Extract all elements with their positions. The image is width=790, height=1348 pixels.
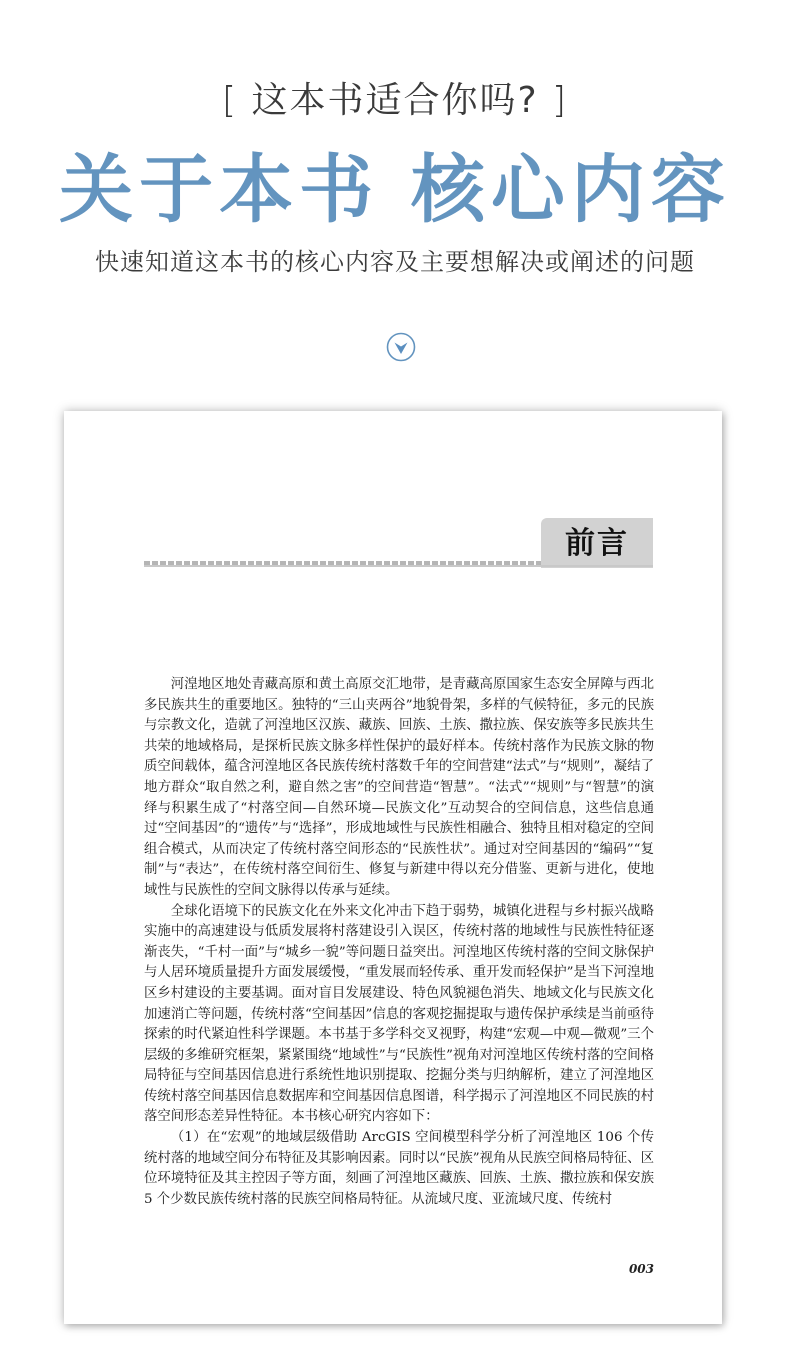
paragraph: 河湟地区地处青藏高原和黄土高原交汇地带，是青藏高原国家生态安全屏障与西北多民族共生的重要地区。独特的“三山夹两谷”地貌骨架，多样的气候特征，多元的民族与宗教文化，造就了河湟地区汉族、藏族、回族、土族、撒拉族、保安族等多民族共生共荣的地域格局，是探析民族文脉多样性保护的最好样本。传统村落作为民族文脉的物质空间载体，蕴含河湟地区各民族传统村落数千年的空间营建“法式”与“规则”，凝结了地方群众“取自然之利，避自然之害”的空间营造“智慧”。“法式”“规则”与“智慧”的演绎与积累生成了“村落空间—自然环境—民族文化”互动契合的空间信息，这些信息通过“空间基因”的“遗传”与“选择”，形成地域性与民族性相融合、独特且相对稳定的空间组合模式，从而决定了传统村落空间形态的“民族性状”。通过对空间基因的“编码”“复制”与“表达”，在传统村落空间衍生、修复与新建中得以充分借鉴、更新与进化，使地域性与民族性的空间文脉得以传承与延续。 <box>144 677 654 898</box>
bracket-left: [ <box>221 80 238 121</box>
bracket-right: ] <box>552 80 569 121</box>
chevron-down-circle-icon <box>386 332 416 362</box>
question-text: 这本书适合你吗? <box>251 80 539 121</box>
paragraph: 全球化语境下的民族文化在外来文化冲击下趋于弱势，城镇化进程与乡村振兴战略实施中的高速建设与低质发展将村落建设引入误区，传统村落的地域性与民族性特征逐渐丧失，“千村一面”与“城乡一貌”等问题日益突出。河湟地区传统村落的空间文脉保护与人居环境质量提升方面发展缓慢，“重发展而轻传承、重开发而轻保护”是当下河湟地区乡村建设的主要基调。面对盲目发展建设、特色风貌褪色消失、地域文化与民族文化加速消亡等问题，传统村落“空间基因”信息的客观挖掘提取与遗传保护承续是当前亟待探索的时代紧迫性科学课题。本书基于多学科交叉视野，构建“宏观—中观—微观”三个层级的多维研究框架，紧紧围绕“地域性”与“民族性”视角对河湟地区传统村落的空间格局特征与空间基因信息进行系统性地识别提取、挖掘分类与归纳解析，建立了河湟地区传统村落空间基因信息数据库和空间基因信息图谱，科学揭示了河湟地区不同民族的村落空间形态差异性特征。本书核心研究内容如下： <box>144 903 654 1125</box>
page-number: 003 <box>628 1262 654 1276</box>
header-question <box>0 76 790 126</box>
book-page <box>64 411 722 1324</box>
section-divider-right <box>541 565 653 567</box>
preface-body <box>144 675 654 1210</box>
section-title: 前言 <box>541 518 653 568</box>
section-divider <box>144 561 541 567</box>
paragraph: （1）在“宏观”的地域层级借助 ArcGIS 空间模型科学分析了河湟地区 106 个传统村落的地域空间分布特征及其影响因素。同时以“民族”视角从民族空间格局特征、区位环境特征及其主控因子等方面，刻画了河湟地区藏族、回族、土族、撒拉族和保安族 5 个少数民族传统村落的民族空间格局特征。从流域尺度、亚流域尺度、传统村 <box>144 1130 654 1207</box>
header-subtitle: 快速知道这本书的核心内容及主要想解决或阐述的问题 <box>95 248 695 276</box>
header-title: 关于本书 核心内容 <box>59 147 731 233</box>
